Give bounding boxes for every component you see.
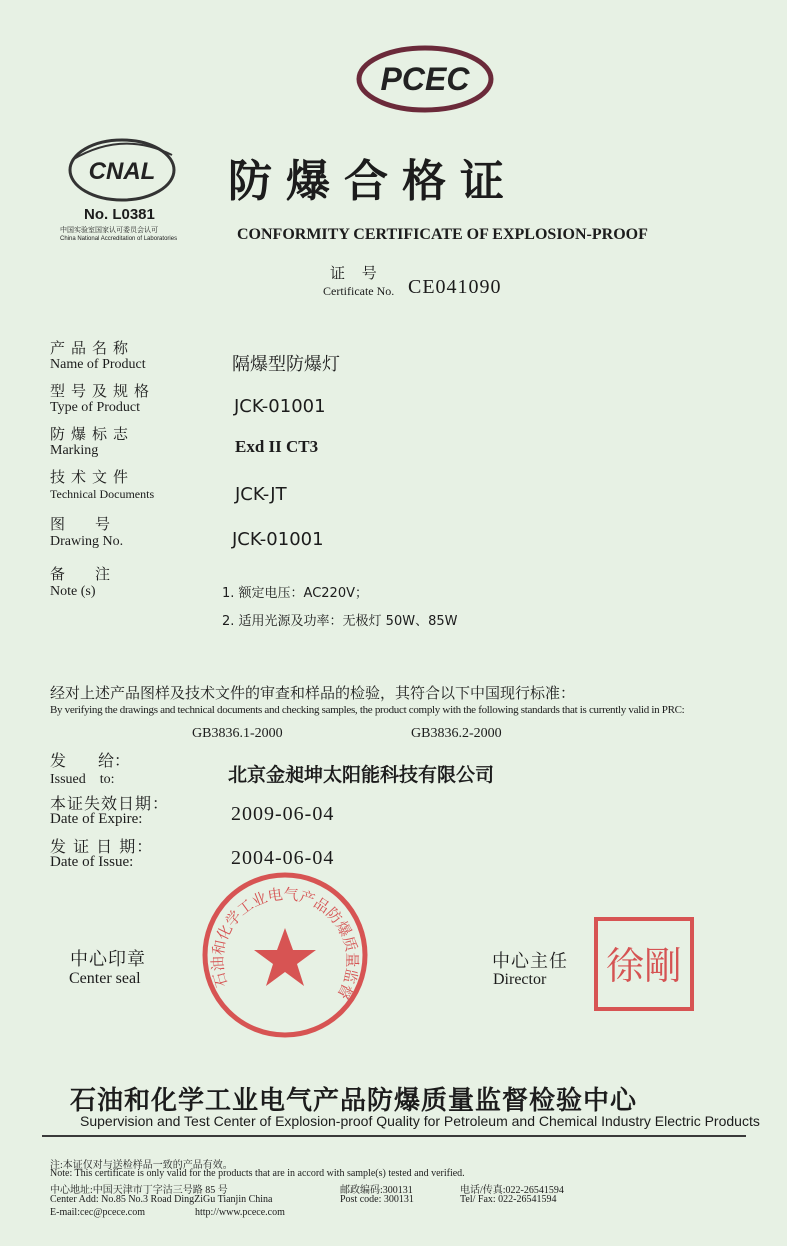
footer-address-cn: 中心地址:中国天津市丁字沽三号路 85 号 bbox=[50, 1185, 228, 1196]
center-seal-label-en: Center seal bbox=[69, 970, 141, 987]
note-label-cn: 备 注 bbox=[50, 565, 111, 583]
pcec-logo-text: PCEC bbox=[380, 61, 470, 97]
footer-note-en: Note: This certificate is only valid for the products that are in accord with sample(s) tested and verified. bbox=[50, 1168, 465, 1179]
drawing-label-cn: 图 号 bbox=[50, 515, 111, 533]
certificate-label-cn: 证 号 bbox=[330, 264, 383, 282]
marking-value: Exd II CT3 bbox=[235, 437, 319, 456]
director-seal-stamp bbox=[593, 916, 695, 1012]
issue-date-label-en: Date of Issue: bbox=[50, 854, 134, 870]
marking-label-en: Marking bbox=[50, 443, 99, 458]
cnal-logo-text: CNAL bbox=[88, 158, 156, 185]
seal-star-icon bbox=[254, 928, 316, 986]
issued-label-en: Issued to: bbox=[50, 772, 115, 787]
footer-address-en: Center Add: No.85 No.3 Road DingZiGu Tianjin China bbox=[50, 1194, 273, 1205]
seal-ring-text: 石油和化学工业电气产品防爆质量监督 bbox=[208, 885, 362, 1003]
verification-statement-cn: 经对上述产品图样及技术文件的审查和样品的检验，其符合以下中国现行标准： bbox=[50, 684, 576, 702]
certificate-label-en: Certificate No. bbox=[323, 284, 395, 298]
note-label-en: Note (s) bbox=[50, 584, 96, 599]
product-type-value: JCK-01001 bbox=[234, 396, 326, 417]
title-cn: 防爆合格证 bbox=[228, 156, 518, 207]
footer-email: E-mail:cec@pcece.com bbox=[50, 1207, 145, 1218]
center-name-en: Supervision and Test Center of Explosion-proof Quality for Petroleum and Chemical Industry Electric Products bbox=[80, 1113, 760, 1129]
tech-docs-value: JCK-JT bbox=[235, 484, 287, 505]
expire-label-en: Date of Expire: bbox=[50, 811, 143, 827]
cnal-number: No. L0381 bbox=[84, 206, 155, 223]
issued-label-cn: 发 给： bbox=[50, 751, 131, 770]
marking-label-cn: 防爆标志 bbox=[50, 425, 135, 443]
title-en: CONFORMITY CERTIFICATE OF EXPLOSION-PROOF bbox=[237, 226, 648, 243]
expire-date-value: 2009-06-04 bbox=[231, 803, 335, 825]
certificate-number: CE041090 bbox=[408, 276, 502, 298]
verification-statement-en: By verifying the drawings and technical documents and checking samples, the product comply with the following standards that is currently valid in PRC: bbox=[50, 704, 685, 716]
svg-text:石油和化学工业电气产品防爆质量监督检验中心 bbox=[200, 870, 361, 1002]
expire-label-cn: 本证失效日期： bbox=[50, 794, 170, 813]
product-type-label-en: Type of Product bbox=[50, 400, 141, 415]
footer-note-cn: 注:本证仅对与送检样品一致的产品有效。 bbox=[50, 1160, 233, 1171]
pcec-logo bbox=[355, 45, 495, 113]
drawing-label-en: Drawing No. bbox=[50, 534, 124, 549]
cnal-name-en: China National Accreditation of Laboratories bbox=[60, 236, 178, 242]
issue-date-label-cn: 发 证 日 期： bbox=[50, 837, 154, 856]
center-seal-label-cn: 中心印章 bbox=[70, 949, 146, 970]
product-name-value: 隔爆型防爆灯 bbox=[232, 354, 340, 375]
footer-tel-cn: 电话/传真:022-26541594 bbox=[460, 1185, 564, 1196]
note-item-1: 1. 额定电压：AC220V； bbox=[222, 586, 368, 601]
issued-to-value: 北京金昶坤太阳能科技有限公司 bbox=[228, 764, 495, 786]
footer-website: http://www.pcece.com bbox=[195, 1207, 285, 1218]
cnal-name-cn: 中国实验室国家认可委员会认可 bbox=[60, 226, 158, 234]
issue-date-value: 2004-06-04 bbox=[231, 847, 335, 869]
product-name-label-en: Name of Product bbox=[50, 357, 146, 372]
standard-1: GB3836.1-2000 bbox=[192, 726, 283, 741]
footer-divider bbox=[42, 1135, 746, 1137]
note-item-2: 2. 适用光源及功率：无极灯 50W、85W bbox=[222, 614, 458, 629]
center-seal-stamp bbox=[200, 870, 370, 1040]
footer-tel-en: Tel/ Fax: 022-26541594 bbox=[460, 1194, 557, 1205]
standard-2: GB3836.2-2000 bbox=[411, 726, 502, 741]
product-name-label-cn: 产品名称 bbox=[50, 339, 135, 357]
cnal-logo bbox=[62, 130, 182, 208]
director-label-cn: 中心主任 bbox=[492, 951, 568, 972]
director-signature: 徐剛 bbox=[605, 944, 683, 988]
footer-postcode-cn: 邮政编码:300131 bbox=[340, 1185, 413, 1196]
footer-postcode-en: Post code: 300131 bbox=[340, 1194, 414, 1205]
tech-docs-label-en: Technical Documents bbox=[50, 487, 155, 501]
director-label-en: Director bbox=[493, 971, 547, 988]
product-type-label-cn: 型号及规格 bbox=[50, 382, 156, 400]
center-name-cn: 石油和化学工业电气产品防爆质量监督检验中心 bbox=[70, 1086, 638, 1116]
drawing-value: JCK-01001 bbox=[232, 529, 324, 550]
tech-docs-label-cn: 技术文件 bbox=[50, 468, 135, 486]
